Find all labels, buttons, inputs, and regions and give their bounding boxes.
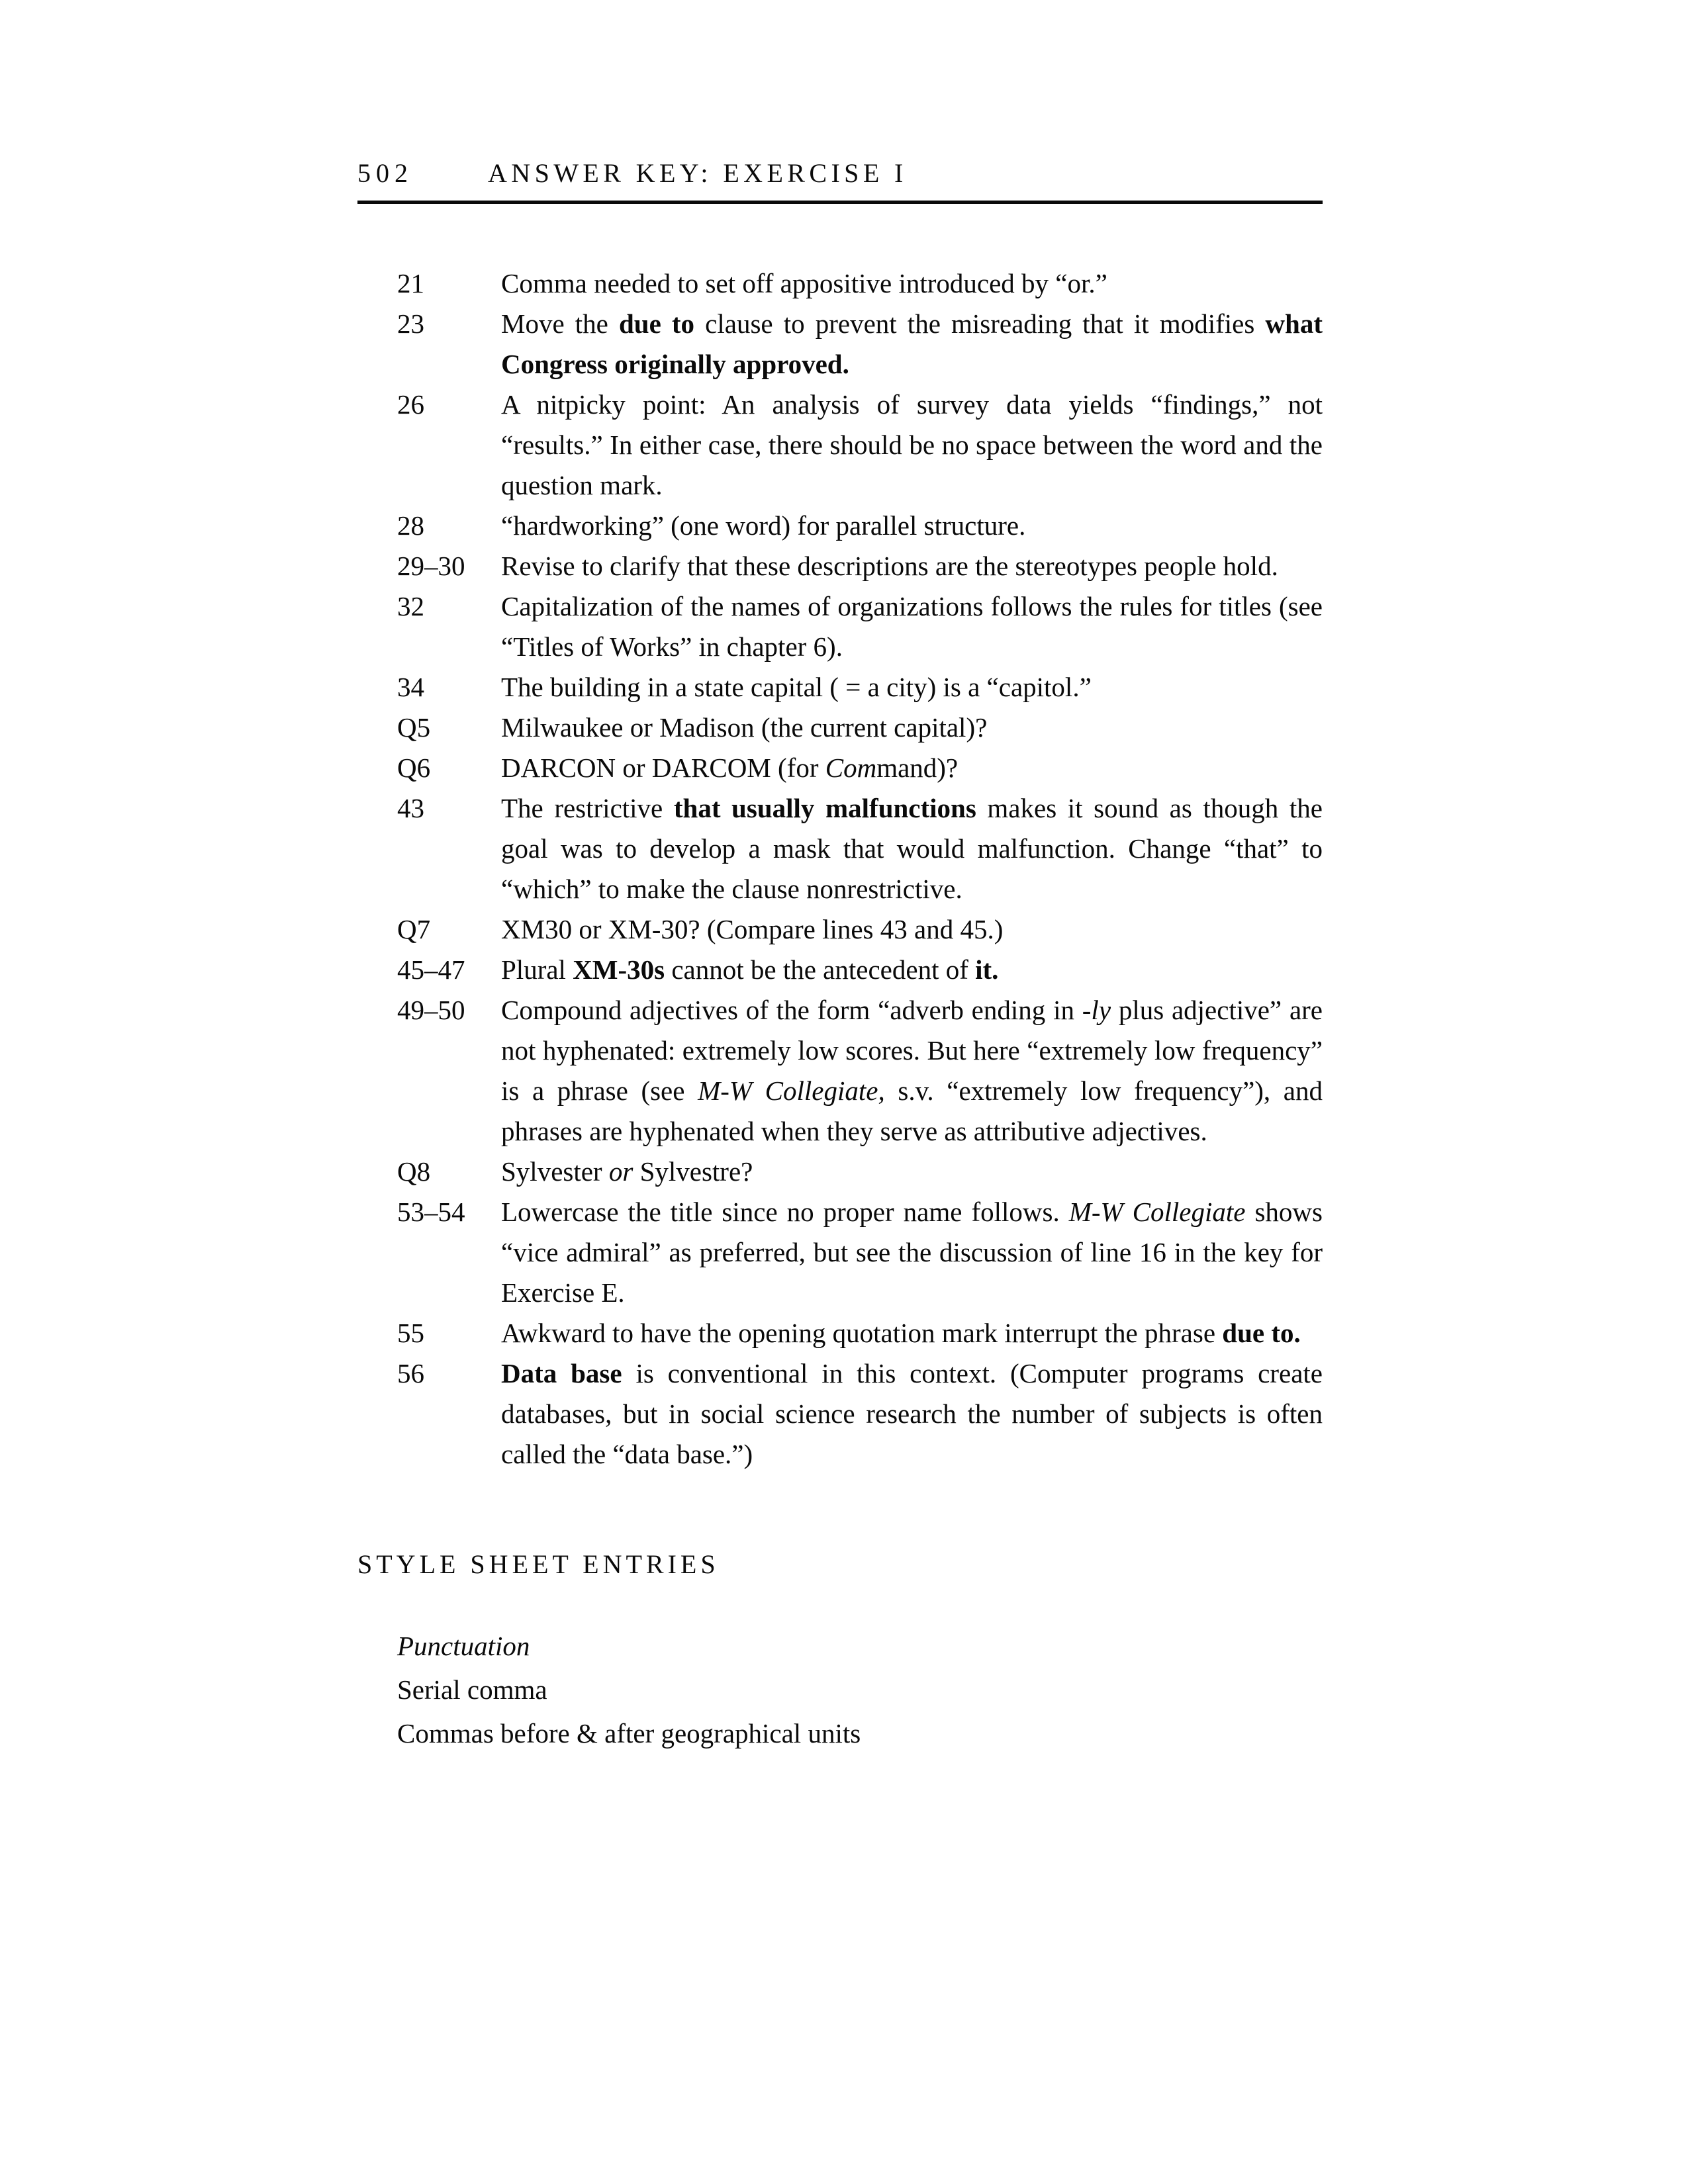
comment-segment: XM-30s (573, 954, 665, 985)
entry-comment (501, 950, 1323, 990)
comment-segment: shows “vice admiral” as preferred, but see the discussion of line 16 in the key for Exercise E. (501, 1197, 1323, 1308)
comment-segment: or (608, 1156, 633, 1187)
entry-line-ref: 49–50 (397, 995, 465, 1025)
entry-comment (501, 263, 1323, 304)
comment-segment: The restrictive (501, 793, 674, 823)
entry-comment (501, 667, 1323, 707)
comment-segment: it. (975, 954, 999, 985)
comment-segment: M-W Collegiate, (698, 1075, 885, 1106)
comment-segment: cannot be the antecedent of (665, 954, 976, 985)
entry-line-ref: 55 (397, 1318, 424, 1348)
answer-key-entry (397, 950, 1323, 990)
entry-comment (501, 1313, 1323, 1353)
entry-comment (501, 385, 1323, 506)
comment-segment: Comma needed to set off appositive introduced by “or.” (501, 268, 1107, 298)
comment-segment: Milwaukee or Madison (the current capital)? (501, 712, 988, 743)
entry-comment (501, 1353, 1323, 1475)
comment-segment: Compound adjectives of the form “adverb ending in - (501, 995, 1092, 1025)
entry-line-ref: Q7 (397, 914, 431, 944)
entry-line-ref: Q6 (397, 752, 431, 783)
page-number: 502 (357, 158, 413, 188)
comment-segment: due to (618, 308, 695, 339)
entry-line-ref: 56 (397, 1358, 424, 1388)
comment-segment: what Congress originally approved. (501, 308, 1323, 379)
entry-line-ref: 53–54 (397, 1197, 465, 1227)
entry-comment (501, 909, 1323, 950)
comment-segment: Sylvestre? (633, 1156, 753, 1187)
answer-key-entry (397, 1353, 1323, 1475)
comment-segment: makes it sound as though the goal was to develop a mask that would malfunction. Change “that” to “which” to make the clause nonrestrictive. (501, 793, 1323, 904)
entry-line-ref: 21 (397, 268, 424, 298)
entry-line-ref: 26 (397, 389, 424, 420)
comment-segment: M-W Collegiate (1068, 1197, 1246, 1227)
comment-segment: Awkward to have the opening quotation mark interrupt the phrase (501, 1318, 1223, 1348)
style-sheet-section (357, 1549, 1323, 1755)
style-sheet-category: Punctuation (397, 1631, 530, 1661)
answer-key-entry (397, 788, 1323, 909)
entry-line-ref: 29–30 (397, 551, 465, 581)
comment-segment: is conventional in this context. (Computer programs create databases, but in social science research the number of subjects is often called the “data base.”) (501, 1358, 1323, 1469)
comment-segment: ly (1091, 995, 1111, 1025)
style-sheet-item: Serial comma (397, 1674, 547, 1705)
answer-key-entry (397, 304, 1323, 385)
answer-key-entry (397, 385, 1323, 506)
answer-key-entry (397, 909, 1323, 950)
entry-comment (501, 586, 1323, 667)
entry-comment (501, 1192, 1323, 1313)
answer-key-entry (397, 586, 1323, 667)
entry-comment (501, 748, 1323, 788)
style-sheet-list (397, 1624, 1323, 1755)
entry-comment (501, 990, 1323, 1152)
comment-segment: that usually malfunctions (673, 793, 976, 823)
comment-segment: Data base (501, 1358, 622, 1388)
comment-segment: clause to prevent the misreading that it modifies (694, 308, 1266, 339)
entry-comment (501, 788, 1323, 909)
comment-segment: Com (825, 752, 877, 783)
entry-line-ref: Q5 (397, 712, 431, 743)
entry-line-ref: 45–47 (397, 954, 465, 985)
answer-key-entry (397, 1313, 1323, 1353)
entry-line-ref: 32 (397, 591, 424, 621)
answer-key-entry (397, 667, 1323, 707)
page-content (357, 263, 1323, 1755)
comment-segment: DARCON or DARCOM (for (501, 752, 825, 783)
entry-line-ref: 23 (397, 308, 424, 339)
answer-key-entry (397, 546, 1323, 586)
comment-segment: plus adjective” are not hyphenated: extremely low scores. But here “extremely low frequency” is a phrase (see (501, 995, 1323, 1106)
running-head-title: ANSWER KEY: EXERCISE I (488, 158, 908, 188)
comment-segment: due to. (1222, 1318, 1301, 1348)
answer-key-entry (397, 707, 1323, 748)
comment-segment: Plural (501, 954, 573, 985)
comment-segment: The building in a state capital ( = a city) is a “capitol.” (501, 672, 1092, 702)
running-head-rule (357, 201, 1323, 204)
entry-comment (501, 304, 1323, 385)
entry-line-ref: Q8 (397, 1156, 431, 1187)
running-head (357, 158, 1323, 189)
entry-comment (501, 1152, 1323, 1192)
entry-line-ref: 43 (397, 793, 424, 823)
entry-comment (501, 707, 1323, 748)
entry-comment (501, 546, 1323, 586)
entry-comment (501, 506, 1323, 546)
style-sheet-heading: STYLE SHEET ENTRIES (357, 1549, 720, 1579)
comment-segment: Lowercase the title since no proper name follows. (501, 1197, 1069, 1227)
comment-segment: s.v. “extremely low frequency”), and phrases are hyphenated when they serve as attributive adjectives. (501, 1075, 1323, 1146)
answer-key-entry (397, 1192, 1323, 1313)
comment-segment: “hardworking” (one word) for parallel structure. (501, 510, 1026, 541)
comment-segment: A nitpicky point: An analysis of survey data yields “findings,” not “results.” In either case, there should be no space between the word and the question mark. (501, 389, 1323, 500)
comment-segment: mand)? (876, 752, 959, 783)
answer-key-entry (397, 1152, 1323, 1192)
comment-segment: Revise to clarify that these descriptions are the stereotypes people hold. (501, 551, 1278, 581)
entry-line-ref: 28 (397, 510, 424, 541)
comment-segment: Capitalization of the names of organizations follows the rules for titles (see “Titles of Works” in chapter 6). (501, 591, 1323, 662)
comment-segment: Sylvester (501, 1156, 609, 1187)
comment-segment: Move the (501, 308, 619, 339)
answer-key-entry (397, 748, 1323, 788)
answer-key-entries (397, 263, 1323, 1475)
comment-segment: XM30 or XM-30? (Compare lines 43 and 45.) (501, 914, 1004, 944)
style-sheet-item: Commas before & after geographical units (397, 1718, 861, 1749)
answer-key-entry (397, 263, 1323, 304)
answer-key-entry (397, 990, 1323, 1152)
answer-key-entry (397, 506, 1323, 546)
entry-line-ref: 34 (397, 672, 424, 702)
